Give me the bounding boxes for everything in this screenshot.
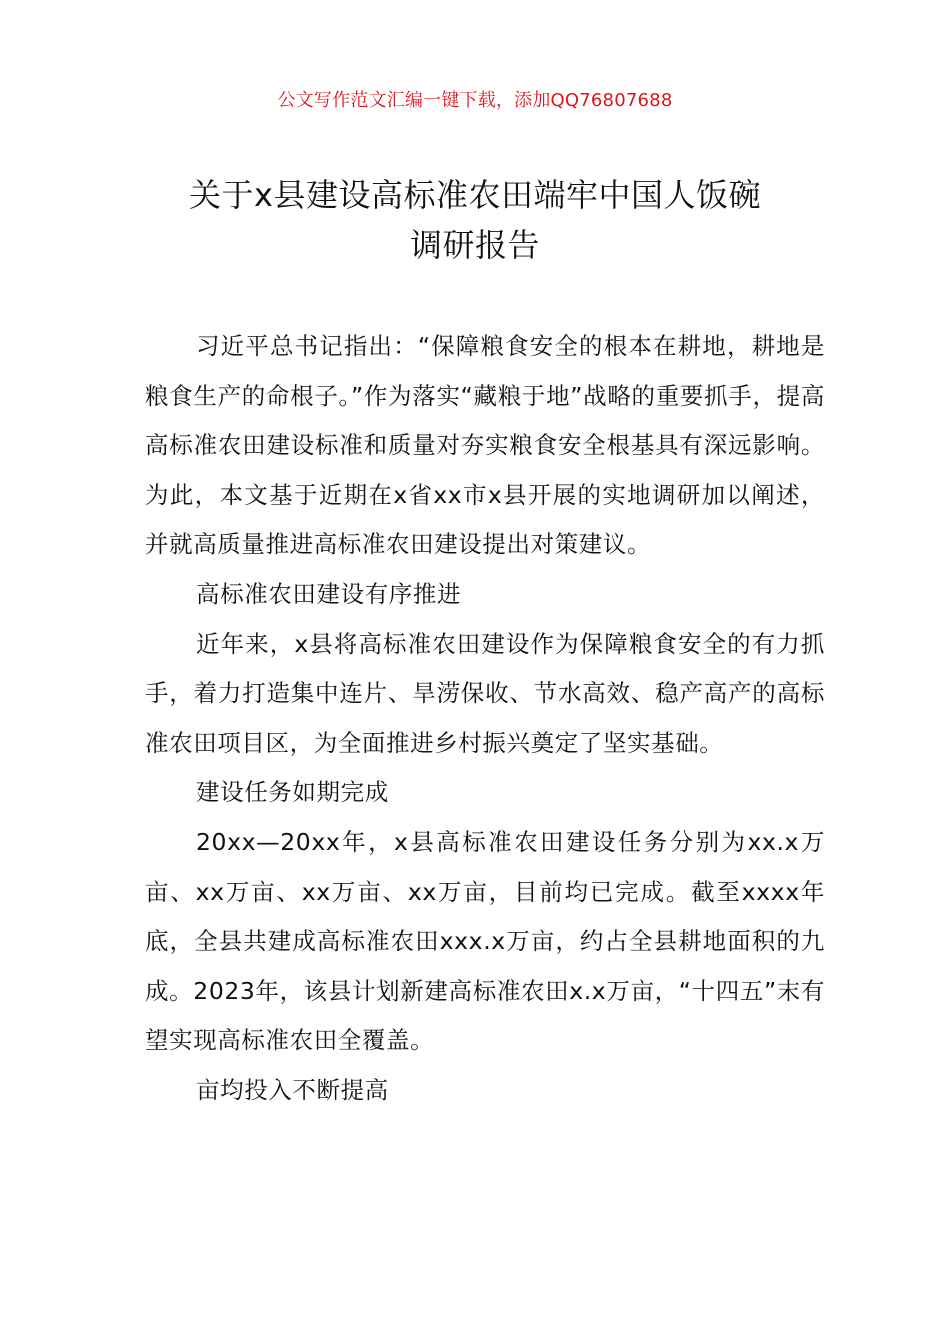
body-paragraph: 20xx—20xx年，x县高标准农田建设任务分别为xx.x万亩、xx万亩、xx万亩、xx万亩，目前均已完成。截至xxxx年底，全县共建成高标准农田xxx.x万亩，约占全县耕地面积的九成。2023年，该县计划新建高标准农田x.x万亩，“十四五”末有望实现高标准农田全覆盖。 [145,827,825,1055]
document-body [145,322,825,1116]
title-line-1: 关于x县建设高标准农田端牢中国人饭碗 [189,176,761,214]
body-paragraph: 近年来，x县将高标准农田建设作为保障粮食安全的有力抓手，着力打造集中连片、旱涝保收、节水高效、稳产高产的高标准农田项目区，为全面推进乡村振兴奠定了坚实基础。 [145,629,825,757]
document-title [120,170,830,270]
title-line-2: 调研报告 [409,226,540,264]
section-heading: 高标准农田建设有序推进 [196,579,462,608]
subsection-heading: 建设任务如期完成 [196,778,389,807]
download-banner: 公文写作范文汇编一键下载，添加QQ76807688 [277,90,673,111]
subsection-heading: 亩均投入不断提高 [196,1075,389,1104]
intro-paragraph: 习近平总书记指出：“保障粮食安全的根本在耕地，耕地是粮食生产的命根子。”作为落实“藏粮于地”战略的重要抓手，提高高标准农田建设标准和质量对夯实粮食安全根基具有深远影响。为此，本文基于近期在x省xx市x县开展的实地调研加以阐述，并就高质量推进高标准农田建设提出对策建议。 [145,332,825,559]
